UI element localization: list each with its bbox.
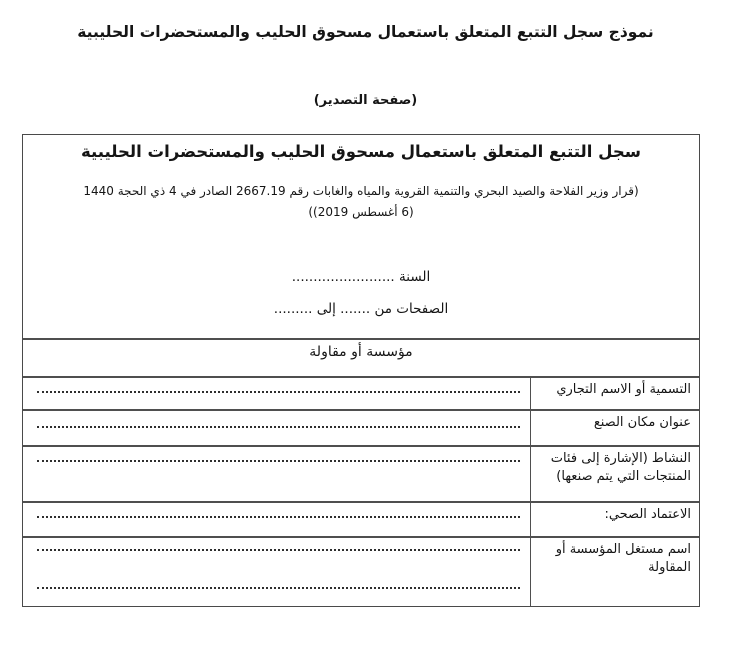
pages-from-label: الصفحات من <box>374 301 449 317</box>
year-label: السنة <box>399 269 431 285</box>
dotted-fill-line <box>37 549 520 551</box>
dotted-fill-line <box>37 460 520 462</box>
table-row-operator-name <box>23 536 699 606</box>
form-header <box>23 139 699 338</box>
pages-field <box>23 299 699 319</box>
register-form-box <box>22 134 700 607</box>
pages-to-label: إلى <box>316 301 336 317</box>
field-label: عنوان مكان الصنع <box>530 411 699 445</box>
field-label: الاعتماد الصحي: <box>530 503 699 536</box>
field-value-cell <box>23 503 530 536</box>
page-subtitle: (صفحة التصدير) <box>313 92 418 108</box>
decree-line-2: (6 أغسطس 2019)) <box>308 205 414 219</box>
dotted-fill-line <box>37 426 520 428</box>
dotted-fill-line <box>37 516 520 518</box>
year-fill-dots: ........................ <box>291 269 395 285</box>
section-title-institution: مؤسسة أو مقاولة <box>23 338 699 376</box>
dotted-fill-line <box>37 391 520 393</box>
pages-from-dots: ....... <box>340 301 371 317</box>
register-heading: سجل التتبع المتعلق باستعمال مسحوق الحليب والمستحضرات الحليبية <box>81 142 641 161</box>
table-row-sanitary-approval <box>23 501 699 536</box>
field-value-cell <box>23 411 530 445</box>
decree-reference <box>23 181 699 223</box>
year-field <box>23 267 699 287</box>
field-value-cell <box>23 538 530 606</box>
table-row-manufacture-address <box>23 409 699 445</box>
table-row-activity <box>23 445 699 501</box>
field-value-cell <box>23 378 530 409</box>
page-title: نموذج سجل التتبع المتعلق باستعمال مسحوق الحليب والمستحضرات الحليبية <box>77 23 654 41</box>
table-row-commercial-name <box>23 376 699 409</box>
decree-line-1: (قرار وزير الفلاحة والصيد البحري والتنمية القروية والمياه والغابات رقم 2667.19 الصادر في 4 ذي الحجة 1440 <box>83 184 639 198</box>
field-label: اسم مستغل المؤسسة أو المقاولة <box>530 538 699 606</box>
field-label: النشاط (الإشارة إلى فئات المنتجات التي يتم صنعها) <box>530 447 699 501</box>
dotted-fill-line <box>37 587 520 589</box>
field-value-cell <box>23 447 530 501</box>
field-label: التسمية أو الاسم التجاري <box>530 378 699 409</box>
pages-to-dots: ......... <box>273 301 313 317</box>
